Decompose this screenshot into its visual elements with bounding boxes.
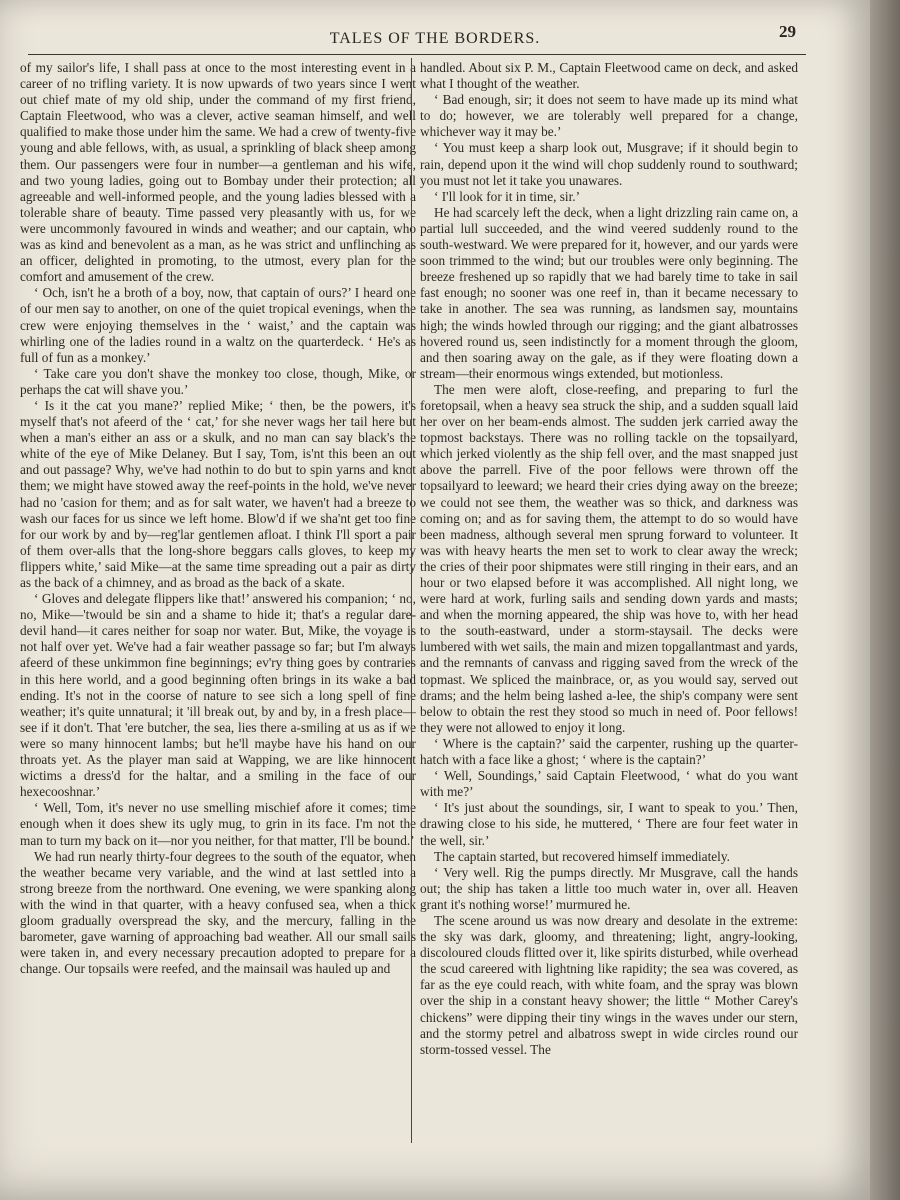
paragraph: ‘ Bad enough, sir; it does not seem to have made up its mind what to do; however, we are tolerably well prepared for a change, whichever way it may be.’	[420, 92, 798, 140]
paragraph: ‘ Take care you don't shave the monkey too close, though, Mike, or perhaps the cat will shave you.’	[20, 365, 416, 397]
paragraph: ‘ You must keep a sharp look out, Musgrave; if it should begin to rain, depend upon it the wind will chop suddenly round to southward; you must not let it take you unawares.	[420, 140, 798, 188]
paragraph: ‘ Where is the captain?’ said the carpenter, rushing up the quarter-hatch with a face like a ghost; ‘ where is the captain?’	[420, 735, 798, 768]
paragraph: ‘ Gloves and delegate flippers like that!’ answered his companion; ‘ no, no, Mike—'twould be sin and a shame to hide it; that's a regular dare-devil hand—it cares neither for soap nor water. But, Mike, the voyage is not half over yet. We've had a fair weather passage so far; but I'm always afeerd of these unkimmon fine beginnings; ev'ry thing goes by contraries in this here world, and a good beginning often brings in its wake a bad ending. It's not in the coorse of nature to see sich a long spell of fine weather; it's quite unnatural; it 'ill break out, by and by, in a fresh place—see if it don't. That 'ere butcher, the sea, lies there a-smiling at us as if we were so many hinnocent lambs; but he'll maybe have his hand on our throats yet. As the player man said at Wapping, we are like hinnocent wictims a dress'd for the haltar, and a smiling in the face of our hexecooshnar.’	[20, 591, 416, 800]
paragraph: We had run nearly thirty-four degrees to the south of the equator, when the weather became very variable, and the wind at last settled into a strong breeze from the northward. One evening, we were spanking along with the wind in that quarter, with a heavy confused sea, when a thick gloom gradually overspread the sky, and the mercury, falling in the barometer, gave warning of approaching bad weather. All our small sails were taken in, and every necessary precaution adopted to prepare for a change. Our topsails were reefed, and the mainsail was hauled up and	[20, 848, 416, 977]
paragraph: The captain started, but recovered himself immediately.	[434, 848, 730, 864]
paragraph: The scene around us was now dreary and desolate in the extreme: the sky was dark, gloomy, and threatening; light, angry-looking, discoloured clouds flitted over it, like spirits disturbed, while overhead the scud careered with lightning like rapidity; the sea was covered, as far as the eye could reach, with white foam, and the spray was blown over the ship in a constant heavy shower; the little “ Mother Carey's chickens” were dipping their tiny wings in the waves under our stern, and the stormy petrel and albatross swept in wide circles round our storm-tossed vessel. The	[420, 912, 798, 1057]
paragraph: of my sailor's life, I shall pass at once to the most interesting event in a career of no trifling variety. It is now upwards of two years since I went out chief mate of my old ship, under the command of my first friend, Captain Fleetwood, who was a clever, active seaman himself, and well qualified to make those under him the same. We had a crew of twenty-five young and able fellows, with, as usual, a sprinkling of black sheep among them. Our passengers were four in number—a gentleman and his wife, and two young ladies, going out to Bombay under their protection; all agreeable and well-informed people, and the young ladies blessed with a tolerable share of beauty. Time passed very pleasantly with us, for we were uncommonly favoured in winds and weather; and our captain, who was as kind and benevolent as a man, as he was strict and unflinching as an officer, delighted in promoting, to the utmost, every plan for the comfort and amusement of the crew.	[20, 60, 416, 285]
paragraph: ‘ Is it the cat you mane?’ replied Mike; ‘ then, be the powers, it's myself that's not afeerd of the ‘ cat,’ for she never wags her tail here but when a man's either an ass or a skulk, and no man can say black's the white of the eye of Mike Delaney. But I say, Tom, is'nt this been an out and out passage? Why, we've had nothin to do but to spin yarns and knot them; we might have stowed away the reef-points in the hold, we've never had no 'casion for them; and as for salt water, we haven't had a breeze to wash our faces for us since we left home. Blow'd if we sha'nt get too fine for our work by and by—reg'lar gentlemen afloat. I think I'll sport a pair of them over-alls that the long-shore beggars calls gloves, to keep my flippers white,’ said Mike—at the same time spreading out a pair as dirty as the back of a chimney, and as broad as the back of a skate.	[20, 397, 416, 590]
header-rule	[28, 54, 806, 55]
left-column	[20, 60, 416, 1150]
column-divider	[411, 58, 412, 1143]
paragraph: ‘ Well, Soundings,’ said Captain Fleetwood, ‘ what do you want with me?’	[420, 768, 798, 800]
paragraph: handled. About six P. M., Captain Fleetwood came on deck, and asked what I thought of the weather.	[420, 60, 798, 92]
paragraph: ‘ It's just about the soundings, sir, I want to speak to you.’ Then, drawing close to his side, he muttered, ‘ There are four feet water in the well, sir.’	[420, 800, 798, 848]
paragraph: ‘ Very well. Rig the pumps directly. Mr Musgrave, call the hands out; the ship has taken a little too much water in, over all. Heaven grant it's nothing worse!’ murmured he.	[420, 864, 798, 912]
right-column	[420, 60, 798, 1150]
page-number: 29	[779, 22, 796, 41]
paragraph: He had scarcely left the deck, when a light drizzling rain came on, a partial lull succeeded, and the wind veered suddenly round to the south-westward. We were prepared for it, however, and our yards were soon trimmed to the wind; but our troubles were only beginning. The breeze freshened up so rapidly that we had barely time to take in sail fast enough; no sooner was one reef in, than it became necessary to take in another. The sea was running, as landsmen say, mountains high; the winds howled through our rigging; and the giant albatrosses hovered round us, seen indistinctly for a moment through the gloom, and then soaring away on the gale, as if they were floating down a stream—their enormous wings extended, but motionless.	[420, 204, 798, 381]
paragraph: ‘ Well, Tom, it's never no use smelling mischief afore it comes; time enough when it does shew its ugly mug, to grin in its face. I'm not the man to turn my back on it—nor you neither, for that matter, I'll be bound.’	[20, 800, 416, 848]
paragraph: ‘ Och, isn't he a broth of a boy, now, that captain of ours?’ I heard one of our men say to another, on one of the quiet tropical evenings, when the crew were enjoying themselves in the ‘ waist,’ and the captain was whirling one of the ladies round in a waltz on the quarterdeck. ‘ He's as full of fun as a monkey.’	[20, 285, 416, 365]
paragraph: The men were aloft, close-reefing, and preparing to furl the foretopsail, when a heavy sea struck the ship, and a sudden squall laid her over on her beam-ends almost. The sudden jerk carried away the topmost backstays. There was no rolling tackle on the topsailyard, which jerked violently as the ship fell over, and the mast snapped just above the parrell. Five of the poor fellows were thrown off the topsailyard to leeward; we heard their cries dying away on the breeze; we could not see them, the weather was so thick, and darkness was coming on; and as for saving them, the attempt to do so would have been madness, although several men sprung forward to volunteer. It was with heavy hearts the men set to work to clear away the wreck; the cries of their poor shipmates were still ringing in their ears, and an hour or two elapsed before it was accomplished. All night long, we were hard at work, furling sails and sending down yards and masts; and when the morning appeared, the ship was hove to, with her head to the south-eastward, under a storm-staysail. The decks were lumbered with wet sails, the main and mizen topgallantmast and yards, and the remnants of canvass and rigging saved from the wreck of the topmast. We spliced the mainbrace, or, as you would say, served out drams; and the helm being lashed a-lee, the ship's company were sent below to obtain the rest they stood so much in need of. Poor fellows! they were not allowed to enjoy it long.	[420, 381, 798, 735]
running-title: TALES OF THE BORDERS.	[329, 30, 541, 47]
paragraph: ‘ I'll look for it in time, sir.’	[434, 188, 581, 204]
page-edge	[870, 0, 900, 1200]
